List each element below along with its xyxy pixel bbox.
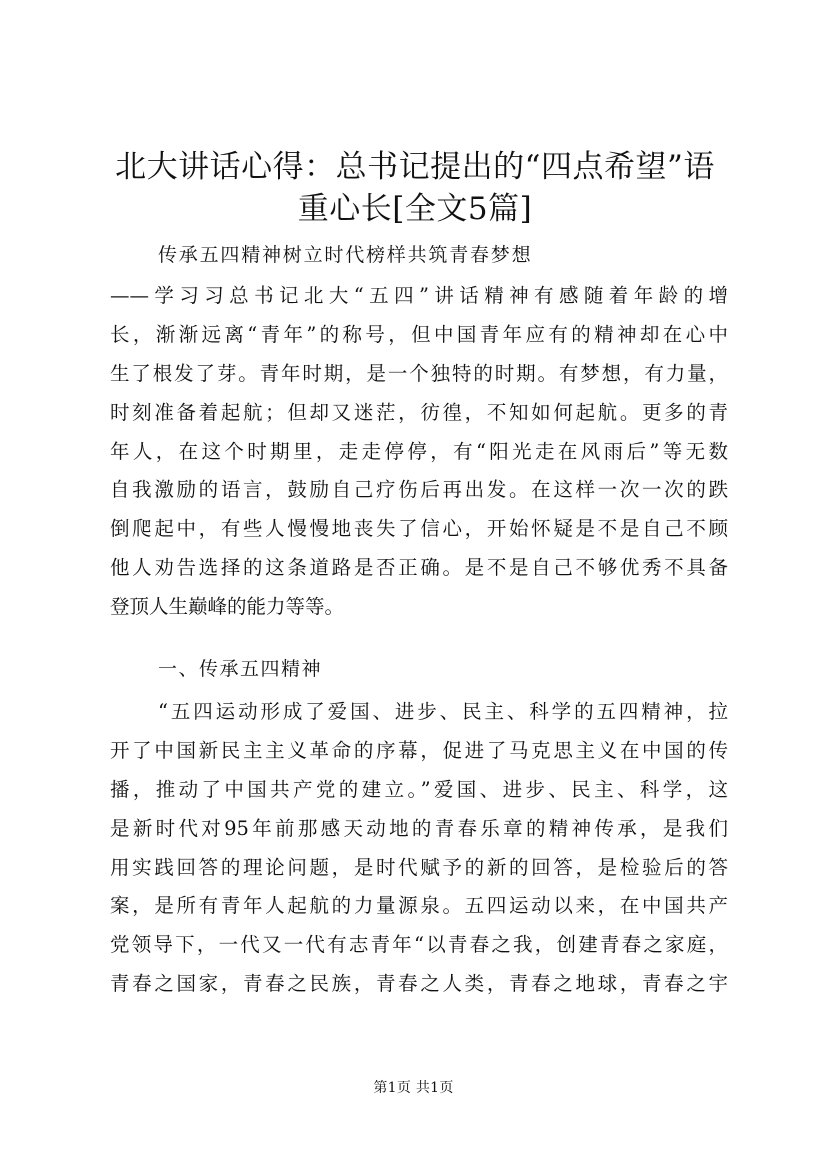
paragraph-2-line: “五四运动形成了爱国、进步、民主、科学的五四精神，拉 [158, 700, 728, 723]
title-line-2: 重心长[全文5篇] [297, 191, 533, 227]
document-subtitle: 传承五四精神树立时代榜样共筑青春梦想 [158, 244, 533, 266]
paragraph-2-line: 用实践回答的理论问题，是时代赋予的新的回答，是检验后的答 [110, 855, 728, 879]
paragraph-1-line: 他人劝告选择的这条道路是否正确。是不是自己不够优秀不具备 [110, 556, 728, 580]
paragraph-2-line: 是新时代对95年前那感天动地的青春乐章的精神传承，是我们 [110, 816, 728, 840]
paragraph-2 [110, 693, 728, 1004]
paragraph-2-line: 开了中国新民主主义革命的序幕，促进了马克思主义在中国的传 [110, 738, 728, 762]
paragraph-2-line: 青春之国家，青春之民族，青春之人类，青春之地球，青春之宇 [110, 972, 728, 996]
paragraph-1-line: 倒爬起中，有些人慢慢地丧失了信心，开始怀疑是不是自己不顾 [110, 517, 728, 541]
paragraph-1 [110, 277, 728, 627]
paragraph-2-line: 播，推动了中国共产党的建立。”爱国、进步、民主、科学，这 [110, 777, 728, 801]
paragraph-1-line: ——学习习总书记北大“五四”讲话精神有感随着年龄的增 [110, 284, 728, 307]
paragraph-1-line: 时刻准备着起航；但却又迷茫，彷徨，不知如何起航。更多的青 [110, 400, 728, 424]
paragraph-1-line: 年人，在这个时期里，走走停停，有“阳光走在风雨后”等无数 [110, 439, 728, 463]
paragraph-1-line: 自我激励的语言，鼓励自己疗伤后再出发。在这样一次一次的跌 [110, 478, 728, 502]
paragraph-2-line: 案，是所有青年人起航的力量源泉。五四运动以来，在中国共产 [110, 894, 728, 918]
page-footer: 第1页 共1页 [373, 1080, 454, 1096]
paragraph-1-line: 生了根发了芽。青年时期，是一个独特的时期。有梦想，有力量， [110, 361, 728, 385]
section-heading: 一、传承五四精神 [158, 658, 323, 680]
paragraph-1-line: 登顶人生巅峰的能力等等。 [110, 595, 345, 619]
title-line-1: 北大讲话心得：总书记提出的“四点希望”语 [115, 149, 715, 185]
document-title [100, 146, 730, 230]
paragraph-2-line: 党领导下，一代又一代有志青年“以青春之我，创建青春之家庭， [110, 933, 728, 957]
paragraph-1-line: 长，渐渐远离“青年”的称号，但中国青年应有的精神却在心中 [110, 322, 728, 346]
